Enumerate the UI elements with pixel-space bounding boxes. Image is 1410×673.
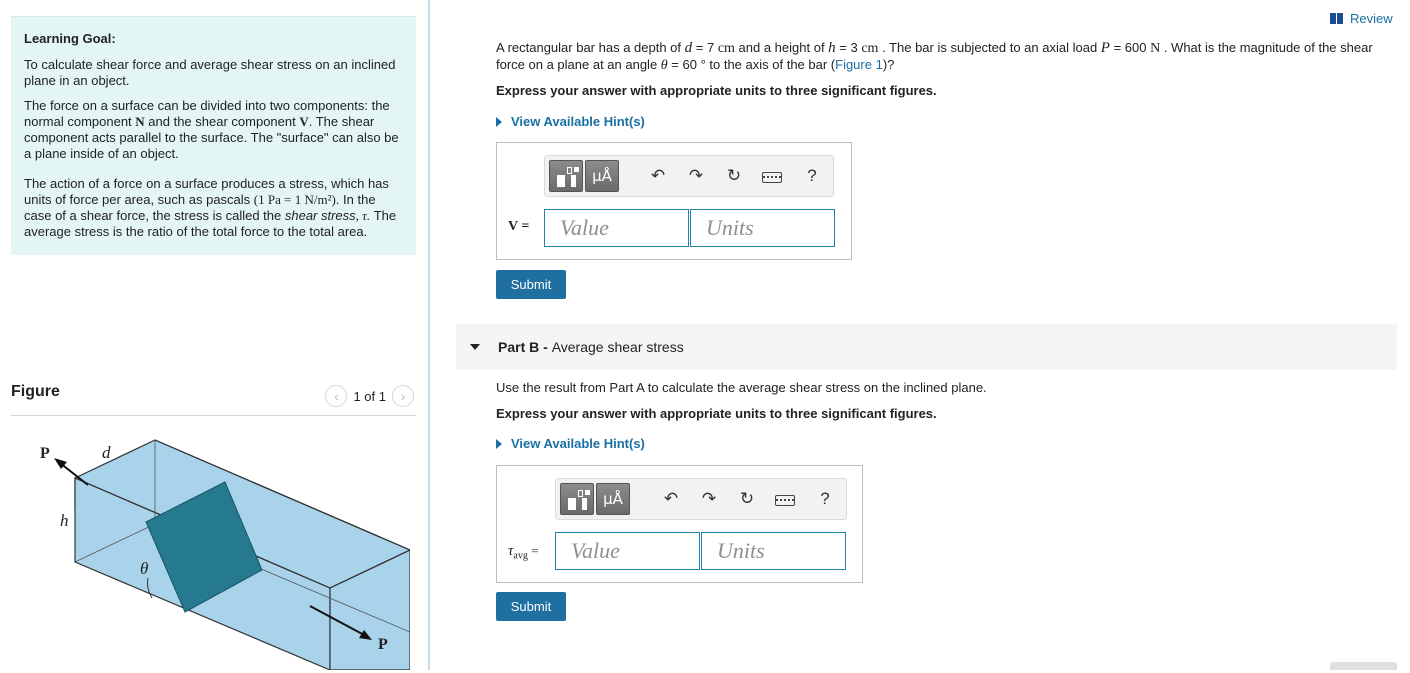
next-figure-button[interactable]: ›: [392, 385, 414, 407]
reset-icon[interactable]: ↻: [726, 166, 742, 185]
part-a-answer-box: [496, 142, 852, 260]
caret-right-icon: [496, 439, 502, 449]
caret-down-icon: [470, 344, 480, 350]
figure-header: [11, 381, 416, 416]
label-h: h: [60, 511, 69, 530]
learning-goal-box: [11, 16, 416, 255]
learning-goal-title: Learning Goal:: [24, 31, 116, 46]
units-symbols-button[interactable]: μÅ: [585, 160, 619, 192]
review-label: Review: [1350, 11, 1393, 26]
keyboard-icon[interactable]: [768, 483, 802, 515]
book-icon: [1330, 13, 1344, 24]
part-a-math-toolbar: [544, 155, 834, 197]
help-button[interactable]: ?: [807, 166, 817, 185]
review-link[interactable]: [1330, 11, 1393, 26]
part-a-units-input[interactable]: Units: [690, 209, 835, 247]
redo-icon[interactable]: ↷: [688, 166, 704, 185]
reset-icon[interactable]: ↻: [739, 489, 755, 508]
part-a-hint-label: View Available Hint(s): [511, 114, 645, 129]
scroll-tab: [1330, 662, 1397, 670]
figure-image: [20, 430, 410, 670]
label-d: d: [102, 443, 111, 462]
label-p-top: P: [40, 445, 50, 462]
figure-pager: [325, 385, 414, 407]
label-p-bottom: P: [378, 636, 388, 653]
bar-diagram: [20, 430, 410, 670]
part-b-hint-label: View Available Hint(s): [511, 436, 645, 451]
help-button[interactable]: ?: [820, 489, 830, 508]
units-symbols-button[interactable]: μÅ: [596, 483, 630, 515]
part-b-math-toolbar: [555, 478, 847, 520]
part-a-variable-label: V =: [508, 219, 530, 234]
part-b-answer-box: [496, 465, 863, 583]
figure-page-count: 1 of 1: [353, 388, 386, 404]
templates-button[interactable]: [560, 483, 594, 515]
redo-icon[interactable]: ↷: [701, 489, 717, 508]
part-b-title: Part B - Average shear stress: [498, 339, 684, 355]
label-theta: θ: [140, 559, 149, 578]
part-b-units-input[interactable]: Units: [701, 532, 846, 570]
part-a-hint-toggle[interactable]: [496, 114, 645, 129]
undo-icon[interactable]: ↶: [650, 166, 666, 185]
part-b-hint-toggle[interactable]: [496, 436, 645, 451]
undo-icon[interactable]: ↶: [663, 489, 679, 508]
learning-goal-text-1: To calculate shear force and average shear stress on an inclined plane in an object.: [24, 57, 396, 88]
figure-title: Figure: [11, 383, 60, 400]
part-b-question: Use the result from Part A to calculate the average shear stress on the inclined plane.: [496, 380, 987, 395]
templates-button[interactable]: [549, 160, 583, 192]
part-b-variable-label: $\tau_{avg}$ =: [508, 543, 539, 562]
learning-goal-text-3: The action of a force on a surface produces a stress, which has units of force per area, such as pascals (1 Pa = 1 N/m²). In the case of a shear force, the stress is called the shear stress, τ. The average stress is the ratio of the total force to the total area.: [24, 176, 397, 239]
part-a-question: A rectangular bar has a depth of d = 7 cm and a height of h = 3 cm . The bar is subjected to an axial load P = 600 N . What is the magnitude of the shear force on a plane at an angle θ = 60 ° to the axis of the bar (Figure 1)?: [496, 40, 1373, 73]
part-b-instruction: Express your answer with appropriate units to three significant figures.: [496, 406, 937, 421]
part-a-instruction: Express your answer with appropriate units to three significant figures.: [496, 83, 937, 98]
part-b-value-input[interactable]: Value: [555, 532, 700, 570]
part-a-value-input[interactable]: Value: [544, 209, 689, 247]
keyboard-icon[interactable]: [755, 160, 789, 192]
left-panel: [0, 0, 428, 670]
caret-right-icon: [496, 117, 502, 127]
part-b-submit-button[interactable]: Submit: [496, 592, 566, 621]
part-a-submit-button[interactable]: Submit: [496, 270, 566, 299]
learning-goal-text-2: The force on a surface can be divided into two components: the normal component N and the shear component V. The shear component acts parallel to the surface. The "surface" can also be a plane inside of an object.: [24, 98, 399, 161]
previous-figure-button[interactable]: ‹: [325, 385, 347, 407]
part-b-header[interactable]: [456, 324, 1397, 370]
column-divider: [428, 0, 430, 670]
figure-1-link[interactable]: Figure 1: [835, 57, 883, 72]
